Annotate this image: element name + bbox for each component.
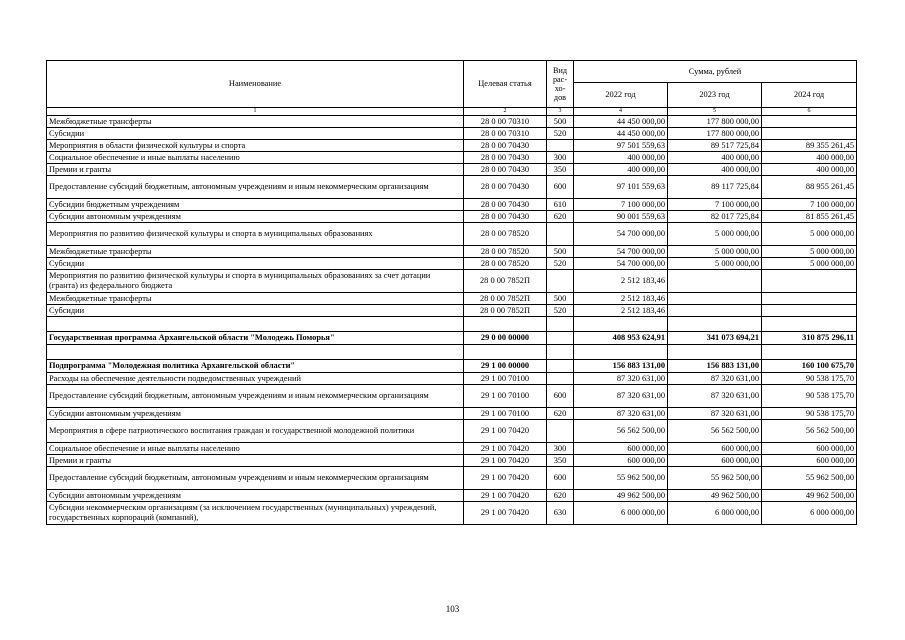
- row-amount-2024: 7 100 000,00: [762, 199, 857, 211]
- row-name: Субсидии автономным учреждениям: [47, 408, 464, 420]
- row-amount-2024: 55 962 500,00: [762, 467, 857, 490]
- row-name: Субсидии: [47, 258, 464, 270]
- row-amount-2023: 89 517 725,84: [668, 140, 762, 152]
- row-expense-type: 600: [547, 467, 574, 490]
- row-name: Субсидии бюджетным учреждениям: [47, 199, 464, 211]
- row-amount-2024: 5 000 000,00: [762, 258, 857, 270]
- row-amount-2023: 87 320 631,00: [668, 385, 762, 408]
- table-row: [47, 199, 857, 211]
- header-sum: Сумма, рублей: [574, 61, 857, 83]
- row-target-article: 28 0 00 70430: [464, 140, 547, 152]
- empty-cell: [574, 317, 668, 332]
- column-number: 3: [547, 108, 574, 116]
- row-target-article: 28 0 00 78520: [464, 246, 547, 258]
- row-target-article: 29 1 00 70420: [464, 443, 547, 455]
- table-row: [47, 490, 857, 502]
- row-expense-type: 520: [547, 305, 574, 317]
- row-amount-2023: 56 562 500,00: [668, 420, 762, 443]
- table-row: [47, 164, 857, 176]
- row-amount-2024: [762, 305, 857, 317]
- column-number: 5: [668, 108, 762, 116]
- row-amount-2023: 156 883 131,00: [668, 360, 762, 373]
- row-target-article: 29 0 00 00000: [464, 332, 547, 345]
- row-amount-2022: 2 512 183,46: [574, 270, 668, 293]
- row-expense-type: [547, 373, 574, 385]
- empty-cell: [547, 345, 574, 360]
- row-target-article: 28 0 00 70310: [464, 128, 547, 140]
- row-amount-2023: [668, 270, 762, 293]
- row-target-article: 28 0 00 70430: [464, 199, 547, 211]
- row-target-article: 28 0 00 7852П: [464, 293, 547, 305]
- row-amount-2022: 90 001 559,63: [574, 211, 668, 223]
- row-target-article: 28 0 00 7852П: [464, 270, 547, 293]
- row-amount-2022: 400 000,00: [574, 152, 668, 164]
- header-year-2024: 2024 год: [762, 82, 857, 107]
- row-amount-2024: [762, 116, 857, 128]
- table-row: [47, 116, 857, 128]
- row-amount-2022: 55 962 500,00: [574, 467, 668, 490]
- row-amount-2023: 49 962 500,00: [668, 490, 762, 502]
- row-target-article: 29 1 00 70420: [464, 455, 547, 467]
- row-name: Субсидии: [47, 305, 464, 317]
- table-row: [47, 408, 857, 420]
- row-amount-2024: 400 000,00: [762, 152, 857, 164]
- table-row: [47, 502, 857, 525]
- empty-cell: [547, 317, 574, 332]
- row-amount-2023: 341 073 694,21: [668, 332, 762, 345]
- row-target-article: 29 1 00 70100: [464, 385, 547, 408]
- column-number: 1: [47, 108, 464, 116]
- table-row: [47, 140, 857, 152]
- table-row: [47, 270, 857, 293]
- row-amount-2022: 54 700 000,00: [574, 246, 668, 258]
- row-name: Мероприятия в сфере патриотического воспитания граждан и государственной молодежной политики: [47, 420, 464, 443]
- row-expense-type: 620: [547, 211, 574, 223]
- row-amount-2023: 177 800 000,00: [668, 116, 762, 128]
- row-amount-2022: 44 450 000,00: [574, 128, 668, 140]
- row-amount-2022: 87 320 631,00: [574, 385, 668, 408]
- row-expense-type: 630: [547, 502, 574, 525]
- row-target-article: 29 1 00 70100: [464, 373, 547, 385]
- row-amount-2022: 97 501 559,63: [574, 140, 668, 152]
- column-number-row: [47, 108, 857, 116]
- row-amount-2024: 5 000 000,00: [762, 246, 857, 258]
- row-target-article: 28 0 00 78520: [464, 223, 547, 246]
- empty-cell: [47, 317, 464, 332]
- row-name: Субсидии автономным учреждениям: [47, 490, 464, 502]
- table-row: [47, 176, 857, 199]
- row-amount-2022: 408 953 624,91: [574, 332, 668, 345]
- row-target-article: 29 1 00 70420: [464, 467, 547, 490]
- row-amount-2023: 400 000,00: [668, 152, 762, 164]
- header-name: Наименование: [47, 61, 464, 108]
- empty-cell: [668, 345, 762, 360]
- row-amount-2022: 400 000,00: [574, 164, 668, 176]
- row-amount-2022: 2 512 183,46: [574, 305, 668, 317]
- row-name: Премии и гранты: [47, 455, 464, 467]
- row-expense-type: 350: [547, 455, 574, 467]
- row-name: Предоставление субсидий бюджетным, автономным учреждениям и иным некоммерческим организациям: [47, 385, 464, 408]
- row-amount-2024: 49 962 500,00: [762, 490, 857, 502]
- table-row: [47, 345, 857, 360]
- table-row: [47, 152, 857, 164]
- row-name: Социальное обеспечение и иные выплаты населению: [47, 443, 464, 455]
- table-row: [47, 443, 857, 455]
- row-expense-type: [547, 420, 574, 443]
- table-row: [47, 246, 857, 258]
- row-expense-type: [547, 270, 574, 293]
- column-number: 6: [762, 108, 857, 116]
- row-amount-2023: 87 320 631,00: [668, 373, 762, 385]
- row-amount-2024: [762, 293, 857, 305]
- row-expense-type: 350: [547, 164, 574, 176]
- row-amount-2022: 49 962 500,00: [574, 490, 668, 502]
- header-year-2023: 2023 год: [668, 82, 762, 107]
- header-target-article: Целевая статья: [464, 61, 547, 108]
- row-amount-2023: 5 000 000,00: [668, 246, 762, 258]
- row-amount-2022: 156 883 131,00: [574, 360, 668, 373]
- row-amount-2023: [668, 293, 762, 305]
- row-amount-2022: 56 562 500,00: [574, 420, 668, 443]
- row-target-article: 28 0 00 70430: [464, 211, 547, 223]
- row-amount-2022: 600 000,00: [574, 455, 668, 467]
- row-name: Межбюджетные трансферты: [47, 116, 464, 128]
- table-row: [47, 128, 857, 140]
- row-amount-2023: 82 017 725,84: [668, 211, 762, 223]
- row-amount-2023: 5 000 000,00: [668, 223, 762, 246]
- row-target-article: 28 0 00 70310: [464, 116, 547, 128]
- row-expense-type: 600: [547, 176, 574, 199]
- row-amount-2023: 7 100 000,00: [668, 199, 762, 211]
- table-row: [47, 467, 857, 490]
- empty-cell: [574, 345, 668, 360]
- row-amount-2023: 87 320 631,00: [668, 408, 762, 420]
- table-row: [47, 332, 857, 345]
- row-amount-2022: 7 100 000,00: [574, 199, 668, 211]
- row-name: Премии и гранты: [47, 164, 464, 176]
- row-amount-2023: 600 000,00: [668, 455, 762, 467]
- row-name: Межбюджетные трансферты: [47, 293, 464, 305]
- table-body: [47, 116, 857, 525]
- row-amount-2024: 90 538 175,70: [762, 385, 857, 408]
- row-amount-2022: 44 450 000,00: [574, 116, 668, 128]
- row-name: Субсидии: [47, 128, 464, 140]
- row-target-article: 29 1 00 00000: [464, 360, 547, 373]
- row-expense-type: 500: [547, 116, 574, 128]
- row-name: Расходы на обеспечение деятельности подведомственных учреждений: [47, 373, 464, 385]
- row-target-article: 28 0 00 7852П: [464, 305, 547, 317]
- row-amount-2024: 600 000,00: [762, 455, 857, 467]
- column-number: 4: [574, 108, 668, 116]
- row-amount-2023: 5 000 000,00: [668, 258, 762, 270]
- row-amount-2023: 89 117 725,84: [668, 176, 762, 199]
- row-name: Мероприятия по развитию физической культуры и спорта в муниципальных образованиях за счет дотации (гранта) из федерального бюджета: [47, 270, 464, 293]
- row-amount-2022: 87 320 631,00: [574, 373, 668, 385]
- row-expense-type: 520: [547, 258, 574, 270]
- row-name: Социальное обеспечение и иные выплаты населению: [47, 152, 464, 164]
- row-amount-2024: 310 875 296,11: [762, 332, 857, 345]
- row-target-article: 28 0 00 70430: [464, 176, 547, 199]
- table-row: [47, 373, 857, 385]
- column-number: 2: [464, 108, 547, 116]
- row-amount-2024: 89 355 261,45: [762, 140, 857, 152]
- row-target-article: 29 1 00 70420: [464, 490, 547, 502]
- row-name: Предоставление субсидий бюджетным, автономным учреждениям и иным некоммерческим организациям: [47, 467, 464, 490]
- row-amount-2024: [762, 270, 857, 293]
- empty-cell: [464, 317, 547, 332]
- table-row: [47, 211, 857, 223]
- table-row: [47, 223, 857, 246]
- empty-cell: [762, 345, 857, 360]
- row-name: Предоставление субсидий бюджетным, автономным учреждениям и иным некоммерческим организациям: [47, 176, 464, 199]
- row-expense-type: 620: [547, 408, 574, 420]
- row-target-article: 28 0 00 70430: [464, 164, 547, 176]
- row-amount-2024: 56 562 500,00: [762, 420, 857, 443]
- row-amount-2024: 6 000 000,00: [762, 502, 857, 525]
- header-expense-type: Вид рас- хо- дов: [547, 61, 574, 108]
- row-amount-2023: 600 000,00: [668, 443, 762, 455]
- row-name: Подпрограмма "Молодежная политика Архангельской области": [47, 360, 464, 373]
- row-name: Межбюджетные трансферты: [47, 246, 464, 258]
- row-expense-type: 520: [547, 128, 574, 140]
- row-amount-2023: 177 800 000,00: [668, 128, 762, 140]
- row-amount-2023: 55 962 500,00: [668, 467, 762, 490]
- row-amount-2024: 160 100 675,70: [762, 360, 857, 373]
- row-target-article: 29 1 00 70420: [464, 502, 547, 525]
- row-amount-2022: 54 700 000,00: [574, 223, 668, 246]
- table-row: [47, 420, 857, 443]
- row-amount-2024: 400 000,00: [762, 164, 857, 176]
- row-name: Субсидии некоммерческим организациям (за исключением государственных (муниципальных) учреждений, государственных корпораций (компаний),: [47, 502, 464, 525]
- row-expense-type: 300: [547, 443, 574, 455]
- row-amount-2024: 88 955 261,45: [762, 176, 857, 199]
- header-year-2022: 2022 год: [574, 82, 668, 107]
- row-amount-2024: 90 538 175,70: [762, 408, 857, 420]
- empty-cell: [668, 317, 762, 332]
- row-expense-type: 600: [547, 385, 574, 408]
- row-expense-type: [547, 332, 574, 345]
- table-row: [47, 455, 857, 467]
- row-amount-2023: [668, 305, 762, 317]
- budget-table: [46, 60, 857, 525]
- row-amount-2024: 81 855 261,45: [762, 211, 857, 223]
- row-name: Мероприятия в области физической культуры и спорта: [47, 140, 464, 152]
- row-target-article: 29 1 00 70420: [464, 420, 547, 443]
- empty-cell: [464, 345, 547, 360]
- row-expense-type: [547, 360, 574, 373]
- row-target-article: 28 0 00 70430: [464, 152, 547, 164]
- page-number: 103: [445, 604, 460, 614]
- row-expense-type: 610: [547, 199, 574, 211]
- row-expense-type: [547, 140, 574, 152]
- empty-cell: [47, 345, 464, 360]
- table-row: [47, 293, 857, 305]
- row-amount-2022: 2 512 183,46: [574, 293, 668, 305]
- table-row: [47, 317, 857, 332]
- row-amount-2024: [762, 128, 857, 140]
- row-amount-2024: 90 538 175,70: [762, 373, 857, 385]
- table-row: [47, 360, 857, 373]
- row-amount-2022: 6 000 000,00: [574, 502, 668, 525]
- row-name: Субсидии автономным учреждениям: [47, 211, 464, 223]
- empty-cell: [762, 317, 857, 332]
- row-amount-2022: 87 320 631,00: [574, 408, 668, 420]
- row-amount-2023: 400 000,00: [668, 164, 762, 176]
- row-amount-2022: 54 700 000,00: [574, 258, 668, 270]
- row-target-article: 28 0 00 78520: [464, 258, 547, 270]
- row-amount-2024: 5 000 000,00: [762, 223, 857, 246]
- table-row: [47, 305, 857, 317]
- row-expense-type: 300: [547, 152, 574, 164]
- row-expense-type: 620: [547, 490, 574, 502]
- row-expense-type: 500: [547, 293, 574, 305]
- row-name: Государственная программа Архангельской области "Молодежь Поморья": [47, 332, 464, 345]
- table-row: [47, 258, 857, 270]
- row-amount-2024: 600 000,00: [762, 443, 857, 455]
- table-row: [47, 385, 857, 408]
- row-amount-2023: 6 000 000,00: [668, 502, 762, 525]
- row-name: Мероприятия по развитию физической культуры и спорта в муниципальных образованиях: [47, 223, 464, 246]
- row-target-article: 29 1 00 70100: [464, 408, 547, 420]
- row-amount-2022: 600 000,00: [574, 443, 668, 455]
- row-amount-2022: 97 101 559,63: [574, 176, 668, 199]
- row-expense-type: [547, 223, 574, 246]
- row-expense-type: 500: [547, 246, 574, 258]
